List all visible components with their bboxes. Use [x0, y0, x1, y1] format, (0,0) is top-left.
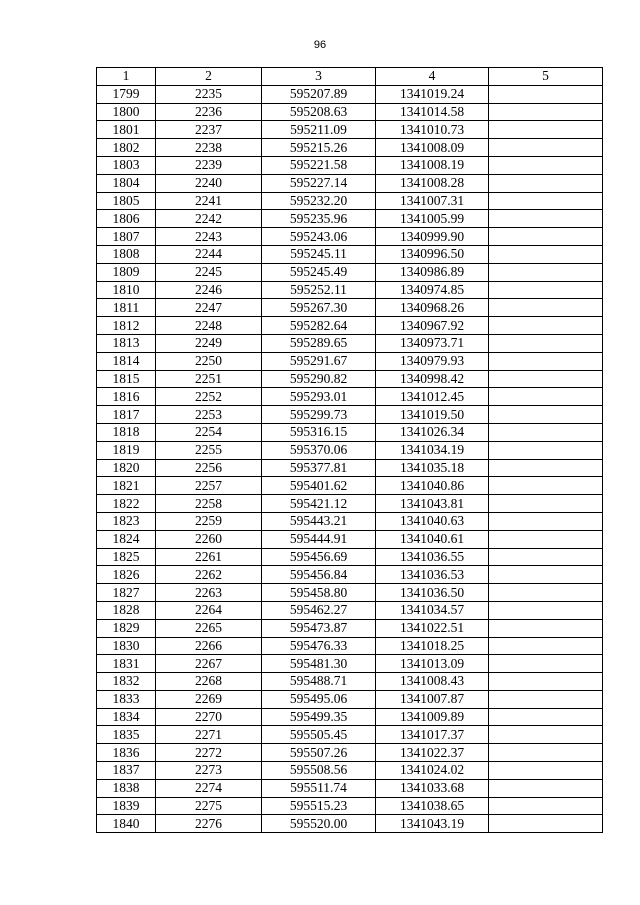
table-cell-col-3: 595508.56	[262, 762, 376, 780]
table-cell-col-1: 1808	[97, 245, 156, 263]
table-cell-col-3: 595316.15	[262, 423, 376, 441]
table-cell-col-3: 595476.33	[262, 637, 376, 655]
table-cell-col-3: 595221.58	[262, 156, 376, 174]
table-cell-col-5	[489, 655, 603, 673]
table-row	[97, 619, 603, 637]
table-row	[97, 815, 603, 833]
table-cell-col-5	[489, 210, 603, 228]
table-cell-col-4: 1341040.63	[376, 512, 489, 530]
table-cell-col-4: 1341009.89	[376, 708, 489, 726]
table-header-row	[97, 68, 603, 86]
table-row	[97, 281, 603, 299]
table-cell-col-1: 1824	[97, 530, 156, 548]
table-row	[97, 174, 603, 192]
table-cell-col-3: 595444.91	[262, 530, 376, 548]
table-cell-col-4: 1341036.50	[376, 584, 489, 602]
table-cell-col-4: 1341012.45	[376, 388, 489, 406]
table-row	[97, 655, 603, 673]
table-row	[97, 388, 603, 406]
table-cell-col-1: 1806	[97, 210, 156, 228]
table-cell-col-5	[489, 174, 603, 192]
table-cell-col-1: 1803	[97, 156, 156, 174]
table-cell-col-4: 1341035.18	[376, 459, 489, 477]
table-cell-col-1: 1817	[97, 406, 156, 424]
table-cell-col-3: 595507.26	[262, 744, 376, 762]
table-cell-col-2: 2246	[156, 281, 262, 299]
table-cell-col-1: 1827	[97, 584, 156, 602]
table-cell-col-4: 1341036.53	[376, 566, 489, 584]
table-cell-col-1: 1823	[97, 512, 156, 530]
table-cell-col-5	[489, 299, 603, 317]
table-row	[97, 406, 603, 424]
coordinates-table	[96, 67, 603, 833]
table-cell-col-2: 2267	[156, 655, 262, 673]
table-cell-col-2: 2250	[156, 352, 262, 370]
table-cell-col-3: 595462.27	[262, 601, 376, 619]
table-cell-col-3: 595211.09	[262, 121, 376, 139]
table-row	[97, 192, 603, 210]
table-cell-col-3: 595515.23	[262, 797, 376, 815]
table-cell-col-3: 595377.81	[262, 459, 376, 477]
table-cell-col-5	[489, 815, 603, 833]
table-row	[97, 495, 603, 513]
table-row	[97, 744, 603, 762]
table-row	[97, 477, 603, 495]
table-cell-col-1: 1813	[97, 334, 156, 352]
table-row	[97, 779, 603, 797]
table-cell-col-3: 595299.73	[262, 406, 376, 424]
table-cell-col-2: 2254	[156, 423, 262, 441]
table-cell-col-5	[489, 744, 603, 762]
table-cell-col-1: 1828	[97, 601, 156, 619]
table-cell-col-1: 1819	[97, 441, 156, 459]
table-cell-col-2: 2240	[156, 174, 262, 192]
table-cell-col-2: 2275	[156, 797, 262, 815]
table-cell-col-4: 1340996.50	[376, 245, 489, 263]
table-row	[97, 103, 603, 121]
table-cell-col-2: 2257	[156, 477, 262, 495]
table-row	[97, 139, 603, 157]
table-cell-col-5	[489, 530, 603, 548]
table-cell-col-2: 2270	[156, 708, 262, 726]
table-row	[97, 245, 603, 263]
table-cell-col-1: 1831	[97, 655, 156, 673]
table-cell-col-3: 595505.45	[262, 726, 376, 744]
table-cell-col-3: 595421.12	[262, 495, 376, 513]
table-cell-col-2: 2249	[156, 334, 262, 352]
table-cell-col-4: 1341007.87	[376, 690, 489, 708]
table-cell-col-3: 595401.62	[262, 477, 376, 495]
table-cell-col-5	[489, 566, 603, 584]
table-cell-col-5	[489, 495, 603, 513]
table-cell-col-4: 1340986.89	[376, 263, 489, 281]
table-cell-col-1: 1826	[97, 566, 156, 584]
table-cell-col-5	[489, 121, 603, 139]
table-row	[97, 797, 603, 815]
table-cell-col-4: 1341022.37	[376, 744, 489, 762]
table-cell-col-5	[489, 762, 603, 780]
table-cell-col-1: 1812	[97, 317, 156, 335]
table-cell-col-5	[489, 263, 603, 281]
table-cell-col-5	[489, 406, 603, 424]
table-cell-col-5	[489, 156, 603, 174]
table-cell-col-4: 1341019.50	[376, 406, 489, 424]
table-row	[97, 530, 603, 548]
table-cell-col-2: 2239	[156, 156, 262, 174]
table-cell-col-4: 1340998.42	[376, 370, 489, 388]
table-row	[97, 459, 603, 477]
column-header-2: 2	[156, 68, 262, 86]
table-row	[97, 317, 603, 335]
table-row	[97, 263, 603, 281]
table-cell-col-2: 2268	[156, 673, 262, 691]
column-header-4: 4	[376, 68, 489, 86]
table-cell-col-3: 595207.89	[262, 85, 376, 103]
table-cell-col-1: 1820	[97, 459, 156, 477]
table-cell-col-3: 595499.35	[262, 708, 376, 726]
table-row	[97, 726, 603, 744]
table-row	[97, 334, 603, 352]
table-cell-col-3: 595458.80	[262, 584, 376, 602]
table-cell-col-4: 1341024.02	[376, 762, 489, 780]
table-cell-col-3: 595245.49	[262, 263, 376, 281]
table-cell-col-5	[489, 317, 603, 335]
table-cell-col-2: 2271	[156, 726, 262, 744]
table-cell-col-2: 2276	[156, 815, 262, 833]
table-cell-col-1: 1804	[97, 174, 156, 192]
table-cell-col-2: 2266	[156, 637, 262, 655]
table-cell-col-1: 1830	[97, 637, 156, 655]
table-cell-col-1: 1837	[97, 762, 156, 780]
table-cell-col-2: 2242	[156, 210, 262, 228]
table-cell-col-4: 1341013.09	[376, 655, 489, 673]
table-row	[97, 85, 603, 103]
table-cell-col-5	[489, 85, 603, 103]
table-cell-col-1: 1839	[97, 797, 156, 815]
table-row	[97, 370, 603, 388]
table-cell-col-2: 2241	[156, 192, 262, 210]
table-cell-col-4: 1341043.19	[376, 815, 489, 833]
table-row	[97, 210, 603, 228]
table-cell-col-1: 1825	[97, 548, 156, 566]
table-cell-col-4: 1340974.85	[376, 281, 489, 299]
table-cell-col-2: 2236	[156, 103, 262, 121]
table-cell-col-5	[489, 548, 603, 566]
table-cell-col-4: 1340968.26	[376, 299, 489, 317]
table-row	[97, 352, 603, 370]
table-cell-col-3: 595208.63	[262, 103, 376, 121]
table-cell-col-3: 595232.20	[262, 192, 376, 210]
table-cell-col-3: 595227.14	[262, 174, 376, 192]
table-row	[97, 228, 603, 246]
table-cell-col-2: 2238	[156, 139, 262, 157]
table-cell-col-2: 2253	[156, 406, 262, 424]
table-cell-col-3: 595488.71	[262, 673, 376, 691]
table-cell-col-2: 2260	[156, 530, 262, 548]
table-cell-col-1: 1838	[97, 779, 156, 797]
table-cell-col-4: 1341018.25	[376, 637, 489, 655]
table-cell-col-5	[489, 281, 603, 299]
table-cell-col-1: 1829	[97, 619, 156, 637]
page-number: 96	[313, 39, 327, 51]
table-row	[97, 673, 603, 691]
table-cell-col-2: 2255	[156, 441, 262, 459]
table-cell-col-4: 1341022.51	[376, 619, 489, 637]
table-cell-col-4: 1341007.31	[376, 192, 489, 210]
table-cell-col-2: 2245	[156, 263, 262, 281]
table-cell-col-4: 1341034.19	[376, 441, 489, 459]
table-row	[97, 441, 603, 459]
table-cell-col-3: 595235.96	[262, 210, 376, 228]
table-cell-col-4: 1340999.90	[376, 228, 489, 246]
table-cell-col-3: 595443.21	[262, 512, 376, 530]
table-cell-col-2: 2259	[156, 512, 262, 530]
table-cell-col-1: 1809	[97, 263, 156, 281]
table-cell-col-1: 1822	[97, 495, 156, 513]
table-cell-col-4: 1341008.28	[376, 174, 489, 192]
table-cell-col-1: 1805	[97, 192, 156, 210]
table-cell-col-1: 1835	[97, 726, 156, 744]
table-cell-col-2: 2269	[156, 690, 262, 708]
table-cell-col-1: 1818	[97, 423, 156, 441]
table-cell-col-5	[489, 726, 603, 744]
table-cell-col-3: 595243.06	[262, 228, 376, 246]
table-cell-col-1: 1814	[97, 352, 156, 370]
table-cell-col-1: 1816	[97, 388, 156, 406]
table-cell-col-3: 595282.64	[262, 317, 376, 335]
table-cell-col-5	[489, 673, 603, 691]
table-cell-col-3: 595370.06	[262, 441, 376, 459]
table-cell-col-5	[489, 690, 603, 708]
table-cell-col-2: 2248	[156, 317, 262, 335]
table-cell-col-2: 2252	[156, 388, 262, 406]
table-cell-col-1: 1832	[97, 673, 156, 691]
table-cell-col-1: 1810	[97, 281, 156, 299]
table-cell-col-3: 595293.01	[262, 388, 376, 406]
table-cell-col-5	[489, 601, 603, 619]
table-cell-col-3: 595291.67	[262, 352, 376, 370]
table-cell-col-2: 2244	[156, 245, 262, 263]
table-cell-col-1: 1799	[97, 85, 156, 103]
table-cell-col-1: 1800	[97, 103, 156, 121]
table-cell-col-1: 1833	[97, 690, 156, 708]
table-cell-col-3: 595245.11	[262, 245, 376, 263]
table-row	[97, 548, 603, 566]
table-body	[97, 85, 603, 832]
table-cell-col-4: 1341040.61	[376, 530, 489, 548]
table-cell-col-5	[489, 512, 603, 530]
table-cell-col-5	[489, 370, 603, 388]
table-cell-col-3: 595495.06	[262, 690, 376, 708]
table-cell-col-3: 595289.65	[262, 334, 376, 352]
table-cell-col-4: 1340973.71	[376, 334, 489, 352]
table-cell-col-3: 595456.84	[262, 566, 376, 584]
table-cell-col-3: 595267.30	[262, 299, 376, 317]
table-row	[97, 584, 603, 602]
table-cell-col-1: 1807	[97, 228, 156, 246]
table-cell-col-2: 2265	[156, 619, 262, 637]
table-cell-col-4: 1341034.57	[376, 601, 489, 619]
table-cell-col-5	[489, 334, 603, 352]
table-cell-col-1: 1802	[97, 139, 156, 157]
table-cell-col-5	[489, 228, 603, 246]
table-cell-col-2: 2263	[156, 584, 262, 602]
table-cell-col-4: 1341043.81	[376, 495, 489, 513]
table-cell-col-3: 595290.82	[262, 370, 376, 388]
table-row	[97, 637, 603, 655]
table-cell-col-5	[489, 139, 603, 157]
table-row	[97, 423, 603, 441]
table-cell-col-2: 2273	[156, 762, 262, 780]
table-row	[97, 601, 603, 619]
table-cell-col-5	[489, 708, 603, 726]
table-cell-col-4: 1341008.09	[376, 139, 489, 157]
table-cell-col-3: 595215.26	[262, 139, 376, 157]
table-cell-col-2: 2237	[156, 121, 262, 139]
table-cell-col-1: 1815	[97, 370, 156, 388]
table-cell-col-1: 1840	[97, 815, 156, 833]
table-cell-col-5	[489, 619, 603, 637]
table-cell-col-2: 2235	[156, 85, 262, 103]
table-cell-col-4: 1341026.34	[376, 423, 489, 441]
table-cell-col-4: 1340967.92	[376, 317, 489, 335]
table-cell-col-2: 2247	[156, 299, 262, 317]
table-cell-col-3: 595473.87	[262, 619, 376, 637]
table-cell-col-5	[489, 779, 603, 797]
table-cell-col-4: 1340979.93	[376, 352, 489, 370]
table-cell-col-1: 1821	[97, 477, 156, 495]
table-cell-col-5	[489, 477, 603, 495]
table-cell-col-4: 1341008.19	[376, 156, 489, 174]
table-row	[97, 690, 603, 708]
table-cell-col-5	[489, 797, 603, 815]
table-cell-col-4: 1341036.55	[376, 548, 489, 566]
column-header-3: 3	[262, 68, 376, 86]
table-cell-col-3: 595252.11	[262, 281, 376, 299]
column-header-1: 1	[97, 68, 156, 86]
table-cell-col-5	[489, 245, 603, 263]
table-cell-col-2: 2256	[156, 459, 262, 477]
table-cell-col-5	[489, 637, 603, 655]
table-cell-col-1: 1801	[97, 121, 156, 139]
table-cell-col-5	[489, 103, 603, 121]
table-cell-col-5	[489, 441, 603, 459]
table-cell-col-3: 595511.74	[262, 779, 376, 797]
table-cell-col-1: 1834	[97, 708, 156, 726]
table-cell-col-5	[489, 192, 603, 210]
table-cell-col-2: 2243	[156, 228, 262, 246]
table-cell-col-5	[489, 459, 603, 477]
table-row	[97, 512, 603, 530]
table-row	[97, 121, 603, 139]
table-cell-col-5	[489, 584, 603, 602]
table-cell-col-4: 1341005.99	[376, 210, 489, 228]
table-cell-col-1: 1836	[97, 744, 156, 762]
table-cell-col-5	[489, 388, 603, 406]
table-cell-col-1: 1811	[97, 299, 156, 317]
table-cell-col-4: 1341038.65	[376, 797, 489, 815]
table-row	[97, 762, 603, 780]
table-row	[97, 156, 603, 174]
table-cell-col-3: 595520.00	[262, 815, 376, 833]
table-cell-col-4: 1341017.37	[376, 726, 489, 744]
table-cell-col-4: 1341033.68	[376, 779, 489, 797]
table-cell-col-2: 2272	[156, 744, 262, 762]
table-cell-col-2: 2274	[156, 779, 262, 797]
column-header-5: 5	[489, 68, 603, 86]
table-cell-col-3: 595481.30	[262, 655, 376, 673]
table-cell-col-5	[489, 352, 603, 370]
table-cell-col-2: 2264	[156, 601, 262, 619]
table-cell-col-3: 595456.69	[262, 548, 376, 566]
table-cell-col-4: 1341008.43	[376, 673, 489, 691]
table-cell-col-2: 2261	[156, 548, 262, 566]
table-cell-col-5	[489, 423, 603, 441]
table-cell-col-2: 2262	[156, 566, 262, 584]
table-row	[97, 708, 603, 726]
table-row	[97, 566, 603, 584]
table-cell-col-4: 1341014.58	[376, 103, 489, 121]
table-cell-col-4: 1341019.24	[376, 85, 489, 103]
table-cell-col-4: 1341010.73	[376, 121, 489, 139]
table-row	[97, 299, 603, 317]
table-cell-col-2: 2251	[156, 370, 262, 388]
table-cell-col-2: 2258	[156, 495, 262, 513]
table-cell-col-4: 1341040.86	[376, 477, 489, 495]
